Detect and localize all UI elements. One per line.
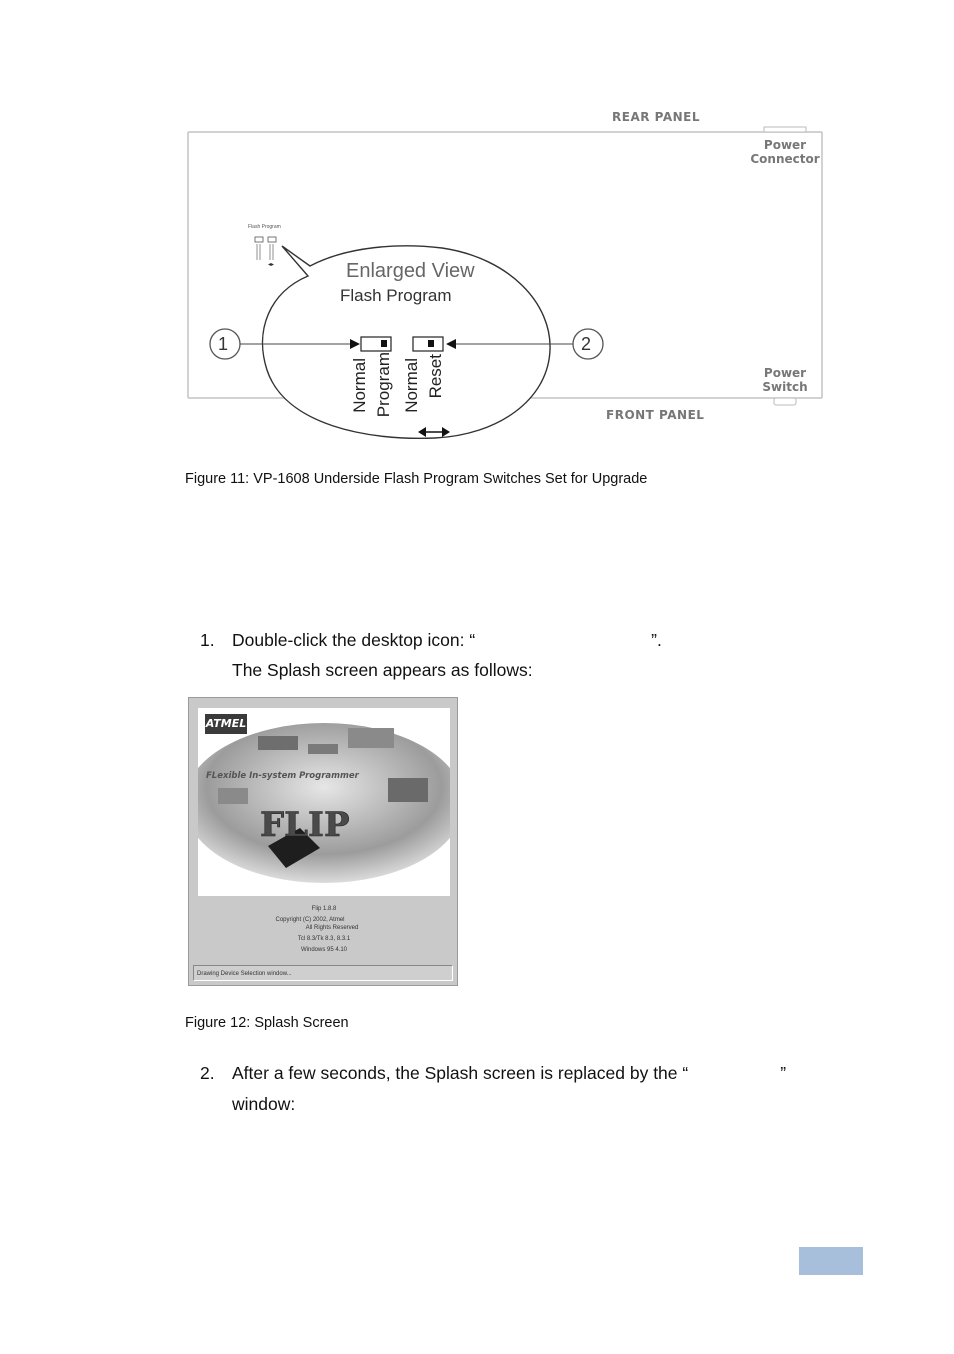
switch2-reset-label: Reset bbox=[426, 354, 445, 399]
small-switch-icon bbox=[255, 237, 276, 268]
splash-version: Flip 1.8.8 bbox=[311, 906, 337, 912]
splash-image bbox=[198, 708, 450, 896]
power-switch-label: Power Switch bbox=[762, 366, 808, 394]
splash-status-bar: Drawing Device Selection window... bbox=[193, 965, 453, 981]
splash-screen bbox=[188, 697, 458, 986]
flip-logo-text: FLIP bbox=[260, 805, 350, 845]
program-switch-icon bbox=[361, 337, 391, 351]
step-2-line1: After a few seconds, the Splash screen is replaced by the “ ” bbox=[232, 1063, 787, 1083]
atmel-logo: ATMEL bbox=[205, 714, 247, 734]
small-flash-program-label: Flash Program bbox=[248, 224, 281, 230]
rear-panel-label: REAR PANEL bbox=[612, 110, 701, 124]
callout-number-1: 1 bbox=[218, 334, 229, 354]
step-2-number: 2. bbox=[200, 1063, 215, 1083]
front-panel-label: FRONT PANEL bbox=[606, 408, 705, 422]
switch2-normal-label: Normal bbox=[402, 358, 421, 413]
step-1-line2: The Splash screen appears as follows: bbox=[232, 660, 533, 680]
step-1-number: 1. bbox=[200, 630, 215, 650]
callout-number-2: 2 bbox=[581, 334, 592, 354]
flash-switch-diagram bbox=[180, 100, 830, 450]
enlarged-view-title: Enlarged View bbox=[346, 260, 475, 282]
splash-tcl: Tcl 8.3/Tk 8.3, 8.3.1 bbox=[297, 936, 351, 942]
page-number-badge bbox=[799, 1247, 863, 1275]
step-2-line2: window: bbox=[232, 1094, 296, 1114]
splash-rights: All Rights Reserved bbox=[305, 925, 359, 931]
splash-copyright: Copyright (C) 2002, Atmel bbox=[275, 917, 345, 923]
reset-switch-icon bbox=[413, 337, 443, 351]
power-connector-label: Power Connector bbox=[750, 138, 820, 166]
enlarged-view-subtitle: Flash Program bbox=[340, 286, 452, 305]
step-2 bbox=[200, 1063, 820, 1123]
svg-text:◂▸: ◂▸ bbox=[268, 261, 275, 268]
switch1-normal-label: Normal bbox=[350, 358, 369, 413]
step-1 bbox=[200, 630, 820, 690]
step-1-line1: Double-click the desktop icon: “ ”. bbox=[232, 630, 662, 650]
figure-11-caption: Figure 11: VP-1608 Underside Flash Program Switches Set for Upgrade bbox=[185, 471, 648, 487]
switch1-program-label: Program bbox=[374, 352, 393, 418]
splash-os: Windows 95 4.10 bbox=[300, 947, 348, 953]
diagram-drawing bbox=[180, 100, 830, 450]
figure-12-caption: Figure 12: Splash Screen bbox=[185, 1015, 349, 1031]
splash-tagline: FLexible In-system Programmer bbox=[206, 771, 359, 781]
